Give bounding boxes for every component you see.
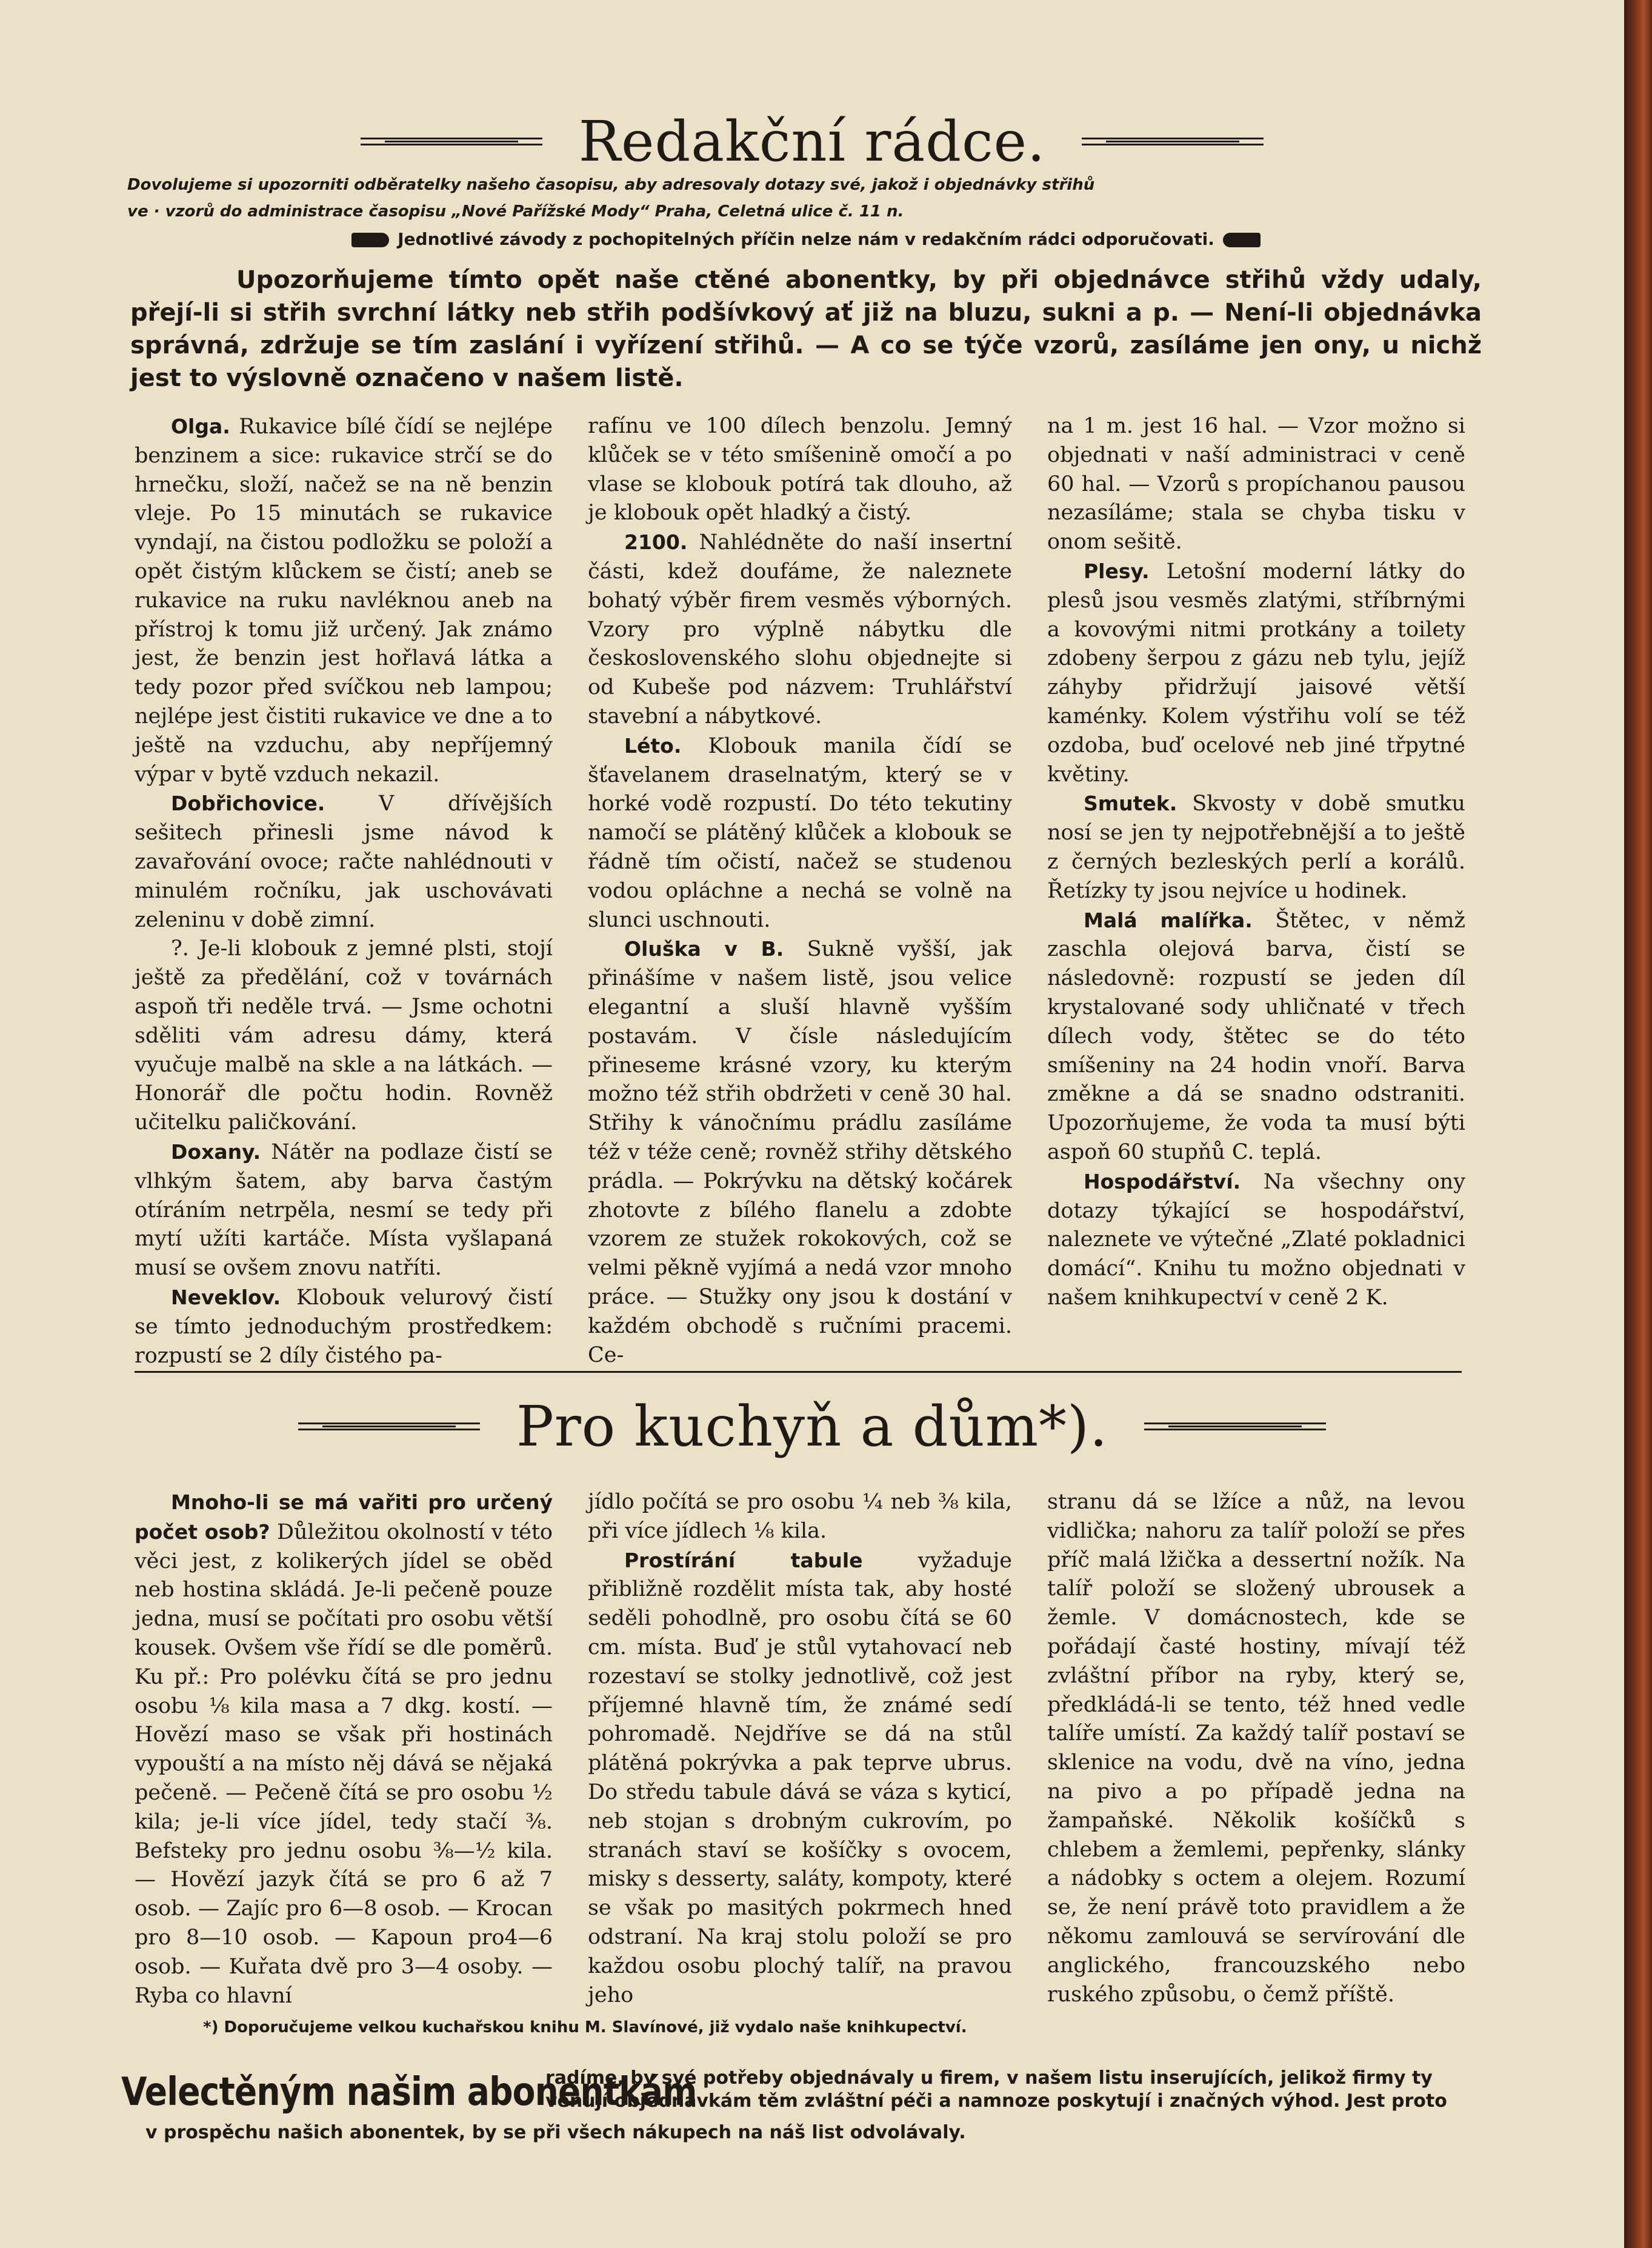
paragraph-heading: Oluška v B. xyxy=(624,937,784,961)
subscriber-heading: Velectěným našim abonentkám xyxy=(121,2070,697,2115)
pointing-hand-icon xyxy=(351,233,389,247)
paragraph-text: Letošní moderní látky do plesů jsou vesměs zlatými, stříbrnými a kovovými nitmi protkány a toilety zdobeny šerpou z gázu neb tylu, jejíž záhyby přidržují jaisové větší kaménky. Kolem výstřihu volí se též ozdoba, buď ocelové neb jiné třpytné květiny. xyxy=(1047,559,1465,787)
section1-column-2 xyxy=(588,412,1012,1370)
section1-column-1 xyxy=(135,412,553,1370)
paragraph xyxy=(135,1488,553,2010)
paragraph-text: Nahlédněte do naší insertní části, kdež doufáme, že naleznete bohatý výběr firem vesměs výborných. Vzory pro výplně nábytku dle československého slohu objednejte si od Kubeše pod názvem: Truhlářství stavební a nábytkové. xyxy=(588,530,1012,729)
paragraph-text: Štětec, v němž zaschla olejová barva, čistí se následovně: rozpustí se jeden díl krystalované sody uhličnaté v třech dílech vody, štětec se do této smíšeniny na 24 hodin vnoří. Barva změkne a dá se snadno odstraniti. Upozorňujeme, že voda ta musí býti aspoň 60 stupňů C. teplá. xyxy=(1047,908,1465,1164)
paragraph-heading: Prostírání tabule xyxy=(624,1548,863,1572)
paragraph-heading: Mnoho-li se má vařiti pro určený počet osob? xyxy=(135,1490,553,1544)
paragraph-text: Klobouk velurový čistí se tímto jednoduchým prostředkem: rozpustí se 2 díly čistého pa- xyxy=(135,1285,553,1368)
paragraph xyxy=(135,1283,553,1370)
paragraph-text: rafínu ve 100 dílech benzolu. Jemný klůček se v této smíšenině omočí a po vlase se klobouk potírá tak dlouho, až je klobouk opět hladký a čistý. xyxy=(588,414,1012,525)
title-rule-right xyxy=(1082,134,1264,150)
intro-text: Upozorňujeme tímto opět naše ctěné abonentky, by při objednávce střihů vždy udaly, přejí-li si střih svrchní látky neb střih podšívkový ať již na bluzu, sukni a p. — Není-li objednávka správná, zdržuje se tím zaslání i vyřízení střihů. — A co se týče vzorů, zasíláme jen ony, u nichž jest to výslovně označeno v našem listě. xyxy=(130,266,1482,392)
paragraph xyxy=(135,789,553,935)
title-rule-left xyxy=(361,134,542,150)
paragraph-text: jídlo počítá se pro osobu ¼ neb ⅜ kila, při více jídlech ⅛ kila. xyxy=(588,1490,1012,1543)
paragraph-heading: Neveklov. xyxy=(171,1285,281,1309)
paragraph-text: Skvosty v době smutku nosí se jen ty nejpotřebnější a to ještě z černých bezleských perlí a korálů. Řetízky ty jsou nejvíce u hodinek. xyxy=(1047,792,1465,903)
footnote: *) Doporučujeme velkou kuchařskou knihu M. Slavínové, již vydalo naše knihkupectví. xyxy=(203,2018,967,2036)
paragraph xyxy=(588,935,1012,1370)
notice-bold xyxy=(127,229,1485,249)
paragraph-heading: Smutek. xyxy=(1084,792,1177,816)
paragraph xyxy=(1047,789,1465,906)
paragraph-text: Sukně vyšší, jak přinášíme v našem listě, jsou velice elegantní a sluší hlavně vyšším postavám. V čísle následujícím přineseme krásné vzory, ku kterým možno též střih obdržeti v ceně 30 hal. Střihy k vánočnímu prádlu zasíláme též v téže ceně; rovněž střihy dětského prádla. — Pokrývku na dětský kočárek zhotovte z bílého flanelu a zdobte vzorem ze stužek rokokových, což se velmi pěkně vyjímá a nedá vzor mnoho práce. — Stužky ony jsou k dostání v každém obchodě s ručními pracemi. Ce- xyxy=(588,937,1012,1367)
paragraph-text: V dřívějších sešitech přinesli jsme návod k zavařování ovoce; račte nahlédnouti v minulém ročníku, jak uschovávati zeleninu v době zimní. xyxy=(135,792,553,932)
paragraph xyxy=(588,1546,1012,2010)
paragraph xyxy=(588,1488,1012,1546)
paragraph-heading: Dobřichovice. xyxy=(171,792,325,816)
paragraph xyxy=(135,1138,553,1283)
paragraph-text: Klobouk manila čídí se šťavelanem draselnatým, který se v horké vodě rozpustí. Do této tekutiny namočí se plátěný klůček a klobouk se řádně tím očistí, načež se studenou vodou opláchne a nechá se volně na slunci uschnouti. xyxy=(588,733,1012,932)
section2-column-1 xyxy=(135,1488,553,2010)
section2-column-2 xyxy=(588,1488,1012,2010)
subscriber-notice xyxy=(121,2061,1473,2164)
section2-title: Pro kuchyň a dům*). xyxy=(516,1394,1108,1459)
section1-title-row xyxy=(0,109,1624,174)
paragraph xyxy=(588,528,1012,732)
paragraph-text: Rukavice bílé čídí se nejlépe benzinem a sice: rukavice strčí se do hrnečku, složí, načež se na ně benzin vleje. Po 15 minutách se rukavice vyndají, na čistou podložku se položí a opět čistým klůckem se čistí; aneb se rukavice na ruku navléknou aneb na přístroj k tomu již určený. Jak známo jest, že benzin jest hořlavá látka a tedy pozor před svíčkou neb lampou; nejlépe jest čistiti rukavice ve dne a to ještě na vzduchu, aby nepříjemný výpar v bytě vzduch nekazil. xyxy=(135,415,553,787)
section-divider xyxy=(135,1371,1462,1373)
paragraph xyxy=(135,412,553,789)
paragraph-text: Na všechny ony dotazy týkající se hospodářství, naleznete ve výtečné „Zlaté pokladnici domácí“. Knihu tu možno objednati v našem knihkupectví v ceně 2 K. xyxy=(1047,1169,1465,1310)
notice-bold-text: Jednotlivé závody z pochopitelných příčin nelze nám v redakčním rádci odporučovati. xyxy=(398,229,1214,249)
paragraph-text: Důležitou okolností v této věci jest, z kolikerých jídel se oběd neb hostina skládá. Je-li pečeně pouze jedna, musí se počítati pro osobu větší kousek. Ovšem vše řídí se dle poměrů. Ku př.: Pro polévku čítá se pro jednu osobu ⅛ kila masa a 7 dkg. kostí. — Hovězí maso se však při hostinách vypouští a na místo něj dává se nějaká pečeně. — Pečeně čítá se pro osobu ½ kila; je-li více jídel, tedy stačí ⅜. Befsteky pro jednu osobu ⅜—½ kila. — Hovězí jazyk čítá se pro 6 až 7 osob. — Zajíc pro 6—8 osob. — Krocan pro 8—10 osob. — Kapoun pro4—6 osob. — Kuřata dvě pro 3—4 osoby. — Ryba co hlavní xyxy=(135,1519,553,2008)
section1-column-3 xyxy=(1047,412,1465,1313)
paragraph-text: na 1 m. jest 16 hal. — Vzor možno si objednati v naší administraci v ceně 60 hal. — Vzorů s propíchanou pausou nezasíláme; stala se chyba tisku v onom sešitě. xyxy=(1047,414,1465,555)
section2-title-row xyxy=(0,1394,1624,1459)
paragraph-text: Nátěr na podlaze čistí se vlhkým šatem, aby barva častým otíráním netrpěla, nesmí se tedy při mytí užíti kartáče. Místa vyšlapaná musí se ovšem znovu natříti. xyxy=(135,1139,553,1281)
section2-column-3 xyxy=(1047,1488,1465,2009)
paragraph xyxy=(1047,906,1465,1167)
paragraph xyxy=(1047,1167,1465,1313)
pointing-hand-icon xyxy=(1223,233,1261,247)
paragraph xyxy=(1047,557,1465,789)
paragraph xyxy=(588,732,1012,935)
section1-title: Redakční rádce. xyxy=(578,109,1046,174)
paragraph-heading: Doxany. xyxy=(171,1139,261,1164)
subscriber-line-3: v prospěchu našich abonentek, by se při všech nákupech na náš list odvolávaly. xyxy=(145,2122,966,2143)
paragraph-heading: Plesy. xyxy=(1084,559,1150,583)
paragraph-heading: Léto. xyxy=(624,733,682,758)
subscriber-line-1: radíme, by své potřeby objednávaly u firem, v našem listu inserujících, jelikož firmy ty xyxy=(545,2067,1433,2089)
intro-paragraph xyxy=(130,264,1482,395)
paragraph-heading: Malá malířka. xyxy=(1084,908,1253,932)
notice-line-2: ve · vzorů do administrace časopisu „Nové Pařížské Mody“ Praha, Celetná ulice č. 11 n. xyxy=(127,202,904,221)
title-rule-right xyxy=(1144,1419,1326,1435)
notice-line-1: Dovolujeme si upozorniti odběratelky našeho časopisu, aby adresovaly dotazy své, jakož i objednávky střihů xyxy=(127,176,1095,194)
paragraph xyxy=(1047,1488,1465,2009)
paragraph xyxy=(1047,412,1465,557)
paragraph-text: vyžaduje přibližně rozdělit místa tak, aby hosté seděli pohodlně, pro osobu čítá se 60 cm. místa. Buď je stůl vytahovací neb rozestaví se stolky jednotlivě, což jest příjemné hlavně tím, že známé sedí pohromadě. Nejdříve se dá na stůl plátěná pokrývka a pak teprve ubrus. Do středu tabule dává se váza s kyticí, neb stojan s drobným cukrovím, po stranách staví se košíčky s ovocem, misky s desserty, saláty, kompoty, které se však po masitých pokrmech hned odstraní. Na kraj stolu položí se pro každou osobu plochý talíř, na pravou jeho xyxy=(588,1548,1012,2007)
notice-italic xyxy=(127,172,1485,225)
book-spine xyxy=(1624,0,1652,2248)
subscriber-line-2: věnují objednávkám těm zvláštní péči a namnoze poskytují i značných výhod. Jest proto xyxy=(545,2090,1447,2112)
paragraph xyxy=(135,935,553,1138)
paragraph-text: ?. Je-li klobouk z jemné plsti, stojí ještě za předělání, což v továrnách aspoň tři neděle trvá. — Jsme ochotni sděliti vám adresu dámy, která vyučuje malbě na skle a na látkách. — Honorář dle počtu hodin. Rovněž učitelku paličkování. xyxy=(135,936,553,1135)
paragraph-heading: Hospodářství. xyxy=(1084,1169,1241,1193)
title-rule-left xyxy=(298,1419,480,1435)
paragraph-heading: Olga. xyxy=(171,415,230,438)
paragraph-heading: 2100. xyxy=(624,530,688,555)
paragraph xyxy=(588,412,1012,528)
paragraph-text: stranu dá se lžíce a nůž, na levou vidlička; nahoru za talíř položí se přes příč malá lžička a dessertní nožík. Na talíř položí se složený ubrousek a žemle. V domácnostech, kde se pořádají časté hostiny, mívají též zvláštní příbor na ryby, který se, předkládá-li se tento, též hned vedle talíře umístí. Za každý talíř postaví se sklenice na vodu, dvě na víno, jedna na pivo a po případě jedna na žampaňské. Několik košíčků s chlebem a žemlemi, pepřenky, slánky a nádobky s octem a olejem. Rozumí se, že není právě toto pravidlem a že někomu zamlouvá se servírování dle anglického, francouzského nebo ruského způsobu, o čemž příště. xyxy=(1047,1490,1465,2007)
